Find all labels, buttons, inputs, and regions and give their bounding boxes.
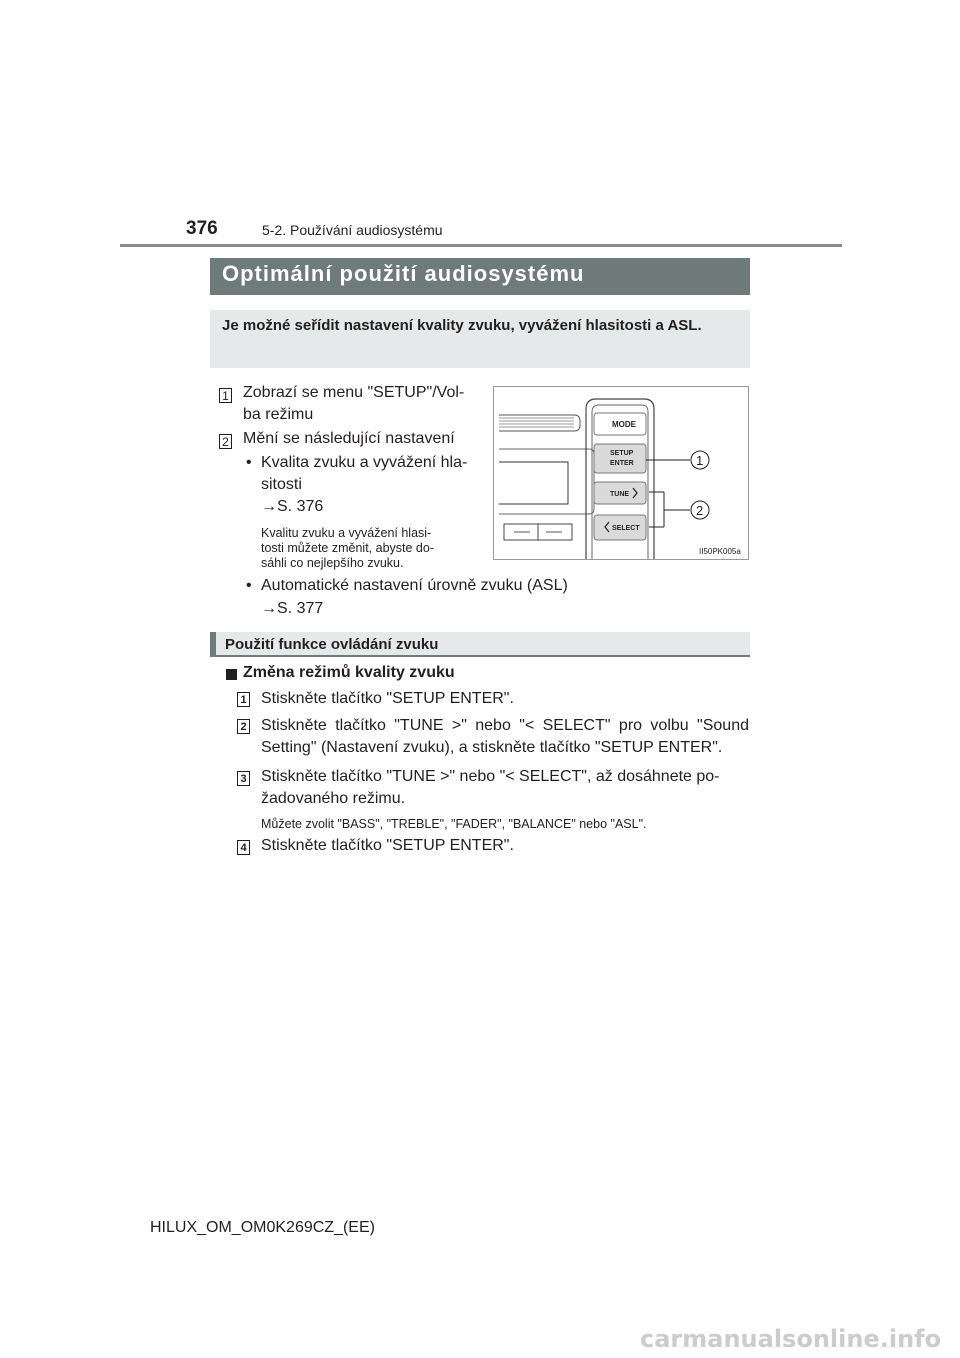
step-3-line: Stiskněte tlačítko "TUNE >" nebo "< SELECT", až dosáhnete po- [261, 768, 720, 785]
square-bullet-icon [226, 669, 237, 680]
callout-1-line: ba režimu [243, 406, 314, 423]
audio-panel-illustration [494, 387, 748, 559]
step-3-text [261, 766, 749, 810]
callout-1-text [243, 382, 483, 426]
step-3-note: Můžete zvolit "BASS", "TREBLE", "FADER", "BALANCE" nebo "ASL". [261, 817, 647, 831]
subsection-accent [210, 632, 216, 657]
step-badge-2: 2 [237, 719, 250, 734]
bullet-2-text: Automatické nastavení úrovně zvuku (ASL) [261, 577, 568, 594]
step-4-text: Stiskněte tlačítko "SETUP ENTER". [261, 837, 514, 854]
note-line: sáhli co nejlepšího zvuku. [261, 556, 404, 570]
step-2-line: Stiskněte tlačítko "TUNE >" nebo "< SELECT" pro volbu "Sound [261, 717, 749, 734]
setup-button-label: SETUP [610, 450, 634, 457]
footer-code: HILUX_OM_OM0K269CZ_(EE) [150, 1219, 375, 1236]
mode-button-label: MODE [612, 420, 636, 429]
bullet-dot: • [246, 577, 252, 594]
subsection-subheading: Změna režimů kvality zvuku [243, 664, 455, 681]
note-line: tosti můžete změnit, abyste do- [261, 541, 434, 555]
callout-1-line: Zobrazí se menu "SETUP"/Vol- [243, 384, 465, 401]
select-button-label: SELECT [612, 525, 640, 532]
bullet-1-line: sitosti [261, 476, 302, 493]
bullet-2-ref: →S. 377 [261, 600, 324, 617]
callout-1-label: 1 [696, 453, 704, 468]
intro-text: Je možné seřídit nastavení kvality zvuku, vyvážení hlasitosti a ASL. [222, 317, 702, 334]
callout-badge-1: 1 [219, 388, 232, 403]
step-2-line: Setting" (Nastavení zvuku), a stiskněte tlačítko "SETUP ENTER". [261, 739, 723, 756]
page-title: Optimální použití audiosystému [222, 261, 585, 286]
tune-button-label: TUNE [610, 491, 630, 498]
bullet-1-line: Kvalita zvuku a vyvážení hla- [261, 454, 468, 471]
step-2-text [261, 715, 749, 759]
step-badge-1: 1 [237, 692, 250, 707]
enter-button-label: ENTER [610, 460, 634, 467]
step-3-line: žadovaného režimu. [261, 790, 406, 807]
bullet-dot: • [246, 454, 252, 471]
step-badge-3: 3 [237, 771, 250, 786]
page-number: 376 [186, 218, 218, 239]
callout-2-label: 2 [696, 503, 704, 518]
bullet-1-text [261, 452, 483, 496]
bullet-1-note [261, 526, 483, 571]
figure-id: II50PK005a [699, 547, 741, 556]
subsection-heading: Použití funkce ovládání zvuku [225, 636, 439, 653]
section-label: 5-2. Používání audiosystému [262, 222, 443, 238]
audio-panel-figure [493, 386, 749, 560]
step-badge-4: 4 [237, 840, 250, 855]
callout-badge-2: 2 [219, 434, 232, 449]
watermark: carmanualsonline.info [640, 1325, 942, 1353]
header-divider [120, 244, 842, 247]
step-1-text: Stiskněte tlačítko "SETUP ENTER". [261, 690, 514, 707]
callout-2-text: Mění se následující nastavení [243, 430, 455, 447]
note-line: Kvalitu zvuku a vyvážení hlasi- [261, 526, 432, 540]
bullet-1-ref: →S. 376 [261, 498, 324, 515]
